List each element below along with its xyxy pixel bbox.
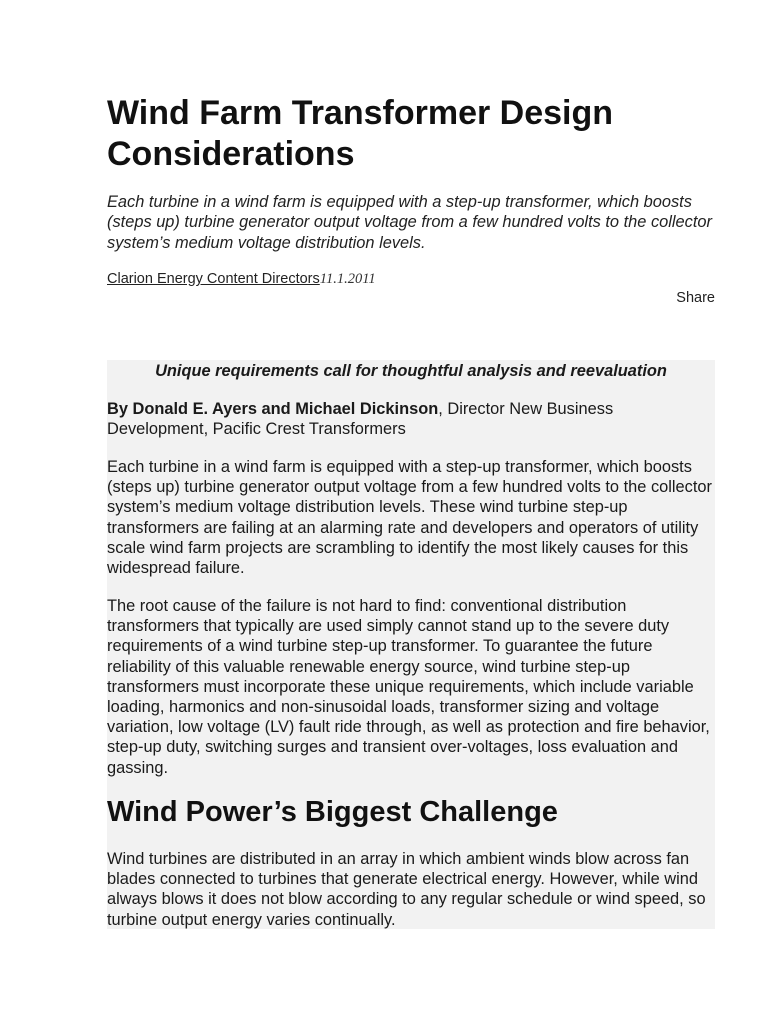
section-heading: Wind Power’s Biggest Challenge — [107, 796, 558, 828]
publish-date: 11.1.2011 — [319, 271, 376, 287]
authors-names: By Donald E. Ayers and Michael Dickinson — [107, 400, 439, 418]
article-title: Wind Farm Transformer Design Considerations — [107, 94, 614, 173]
article-dek: Each turbine in a wind farm is equipped with a step-up transformer, which boosts (steps up) turbine generator output voltage from a few hundred volts to the collector system’s medium voltage distribution levels. — [107, 193, 712, 252]
authors-affiliation: , Director New Business Development, Pacific Crest Transformers — [107, 400, 614, 439]
paragraph: The root cause of the failure is not hard to find: conventional distribution transformers that typically are used simply cannot stand up to the severe duty requirements of a wind turbine step-up transformer. To guarantee the future reliability of this valuable renewable energy source, wind turbine step-up transformers must incorporate these unique requirements, which include variable loading, harmonics and non-sinusoidal loads, transformer sizing and voltage variation, low voltage (LV) fault ride through, as well as protection and fire behavior, step-up duty, switching surges and transient over-voltages, loss evaluation and gassing. — [107, 597, 710, 777]
paragraph: Wind turbines are distributed in an array in which ambient winds blow across fan blades connected to turbines that generate electrical energy. However, while wind always blows it does not blow according to any regular schedule or wind speed, so turbine output energy varies continually. — [107, 850, 706, 929]
article-subhead: Unique requirements call for thoughtful analysis and reevaluation — [155, 362, 667, 380]
share-button[interactable]: Share — [676, 290, 715, 306]
authors-line — [107, 399, 715, 439]
paragraph: Each turbine in a wind farm is equipped with a step-up transformer, which boosts (steps up) turbine generator output voltage from a few hundred volts to the collector system’s medium voltage distribution levels. These wind turbine step-up transformers are failing at an alarming rate and developers and operators of utility scale wind farm projects are scrambling to identify the most likely causes for this widespread failure. — [107, 458, 712, 578]
author-link[interactable]: Clarion Energy Content Directors — [107, 271, 320, 287]
byline — [107, 269, 715, 289]
article-body — [107, 360, 715, 929]
